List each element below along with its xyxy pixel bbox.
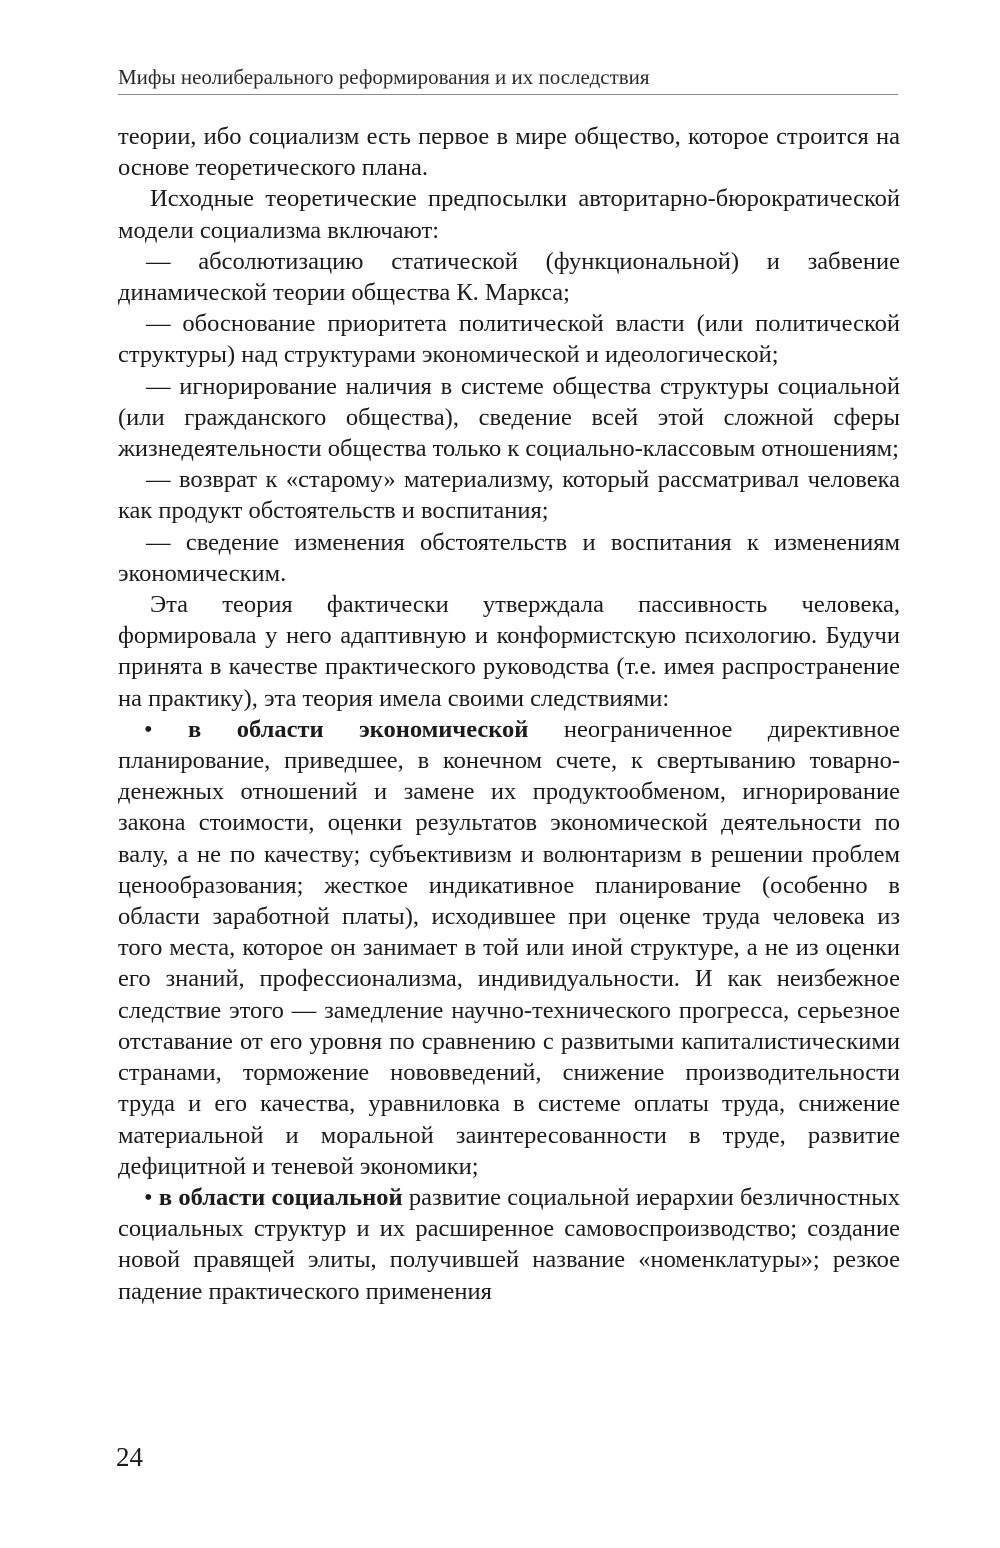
list-item: — абсолютизацию статической (функциональной) и забвение динамической теории общества К. Маркса; <box>118 247 900 307</box>
list-item: — сведение изменения обстоятельств и воспитания к изменениям экономическим. <box>118 528 900 587</box>
bullet-social-lead: в области социальной <box>158 1183 403 1211</box>
header-divider <box>118 94 898 95</box>
bullet-marker: • <box>144 715 153 743</box>
bullet-marker: • <box>144 1183 153 1211</box>
list-item: — обоснование приоритета политической власти (или политической структуры) над структурами экономической и идеологической; <box>118 310 900 369</box>
list-item: — игнорирование наличия в системе общества структуры социальной (или гражданского общества), сведение всей этой сложной сферы жизнедеятельности общества только к социально-классовым отношениям; <box>118 372 900 463</box>
running-header: Мифы неолиберального реформирования и их последствия <box>118 65 650 89</box>
bullet-economic-text: неограниченное директивное планирование, приведшее, в конечном счете, к свертыванию товарно-денежных отношений и замене их продуктообменом, игнорирование закона стоимости, оценки результатов экономической деятельности по валу, а не по качеству; субъективизм и волюнтаризм в решении проблем ценообразования; жесткое индикативное планирование (особенно в области заработной платы), исходившее при оценке труда человека из того места, которое он занимает в той или иной структуре, а не из оценки его знаний, профессионализма, индивидуальности. И как неизбежное следствие этого — замедление научно-технического прогресса, серьезное отставание от его уровня по сравнению с развитыми капиталистическими странами, торможение нововведений, снижение производительности труда и его качества, уравниловка в системе оплаты труда, снижение материальной и моральной заинтересованности в труде, развитие дефицитной и теневой экономики; <box>118 715 901 1180</box>
bullet-economic-lead: в области экономической <box>188 715 529 743</box>
page-number: 24 <box>116 1442 143 1472</box>
paragraph-continuation: теории, ибо социализм есть первое в мире общество, которое строится на основе теоретического плана. <box>118 123 900 182</box>
bullet-social <box>118 1182 900 1307</box>
bullet-social-text: развитие социальной иерархии безличностных социальных структур и их расширенное самовоспроизводство; создание новой правящей элиты, получившей название «номенклатуры»; резкое падение практического применения <box>118 1183 901 1305</box>
page-body <box>118 121 900 1307</box>
paragraph-premises-intro: Исходные теоретические предпосылки авторитарно-бюрократической модели социализма включают: <box>118 185 900 244</box>
list-item: — возврат к «старому» материализму, который рассматривал человека как продукт обстоятельств и воспитания; <box>118 466 900 525</box>
bullet-economic <box>118 714 900 1182</box>
paragraph-consequences-intro: Эта теория фактически утверждала пассивность человека, формировала у него адаптивную и конформистскую психологию. Будучи принята в качестве практического руководства (т.е. имея распространение на практику), эта теория имела своими следствиями: <box>118 591 900 712</box>
